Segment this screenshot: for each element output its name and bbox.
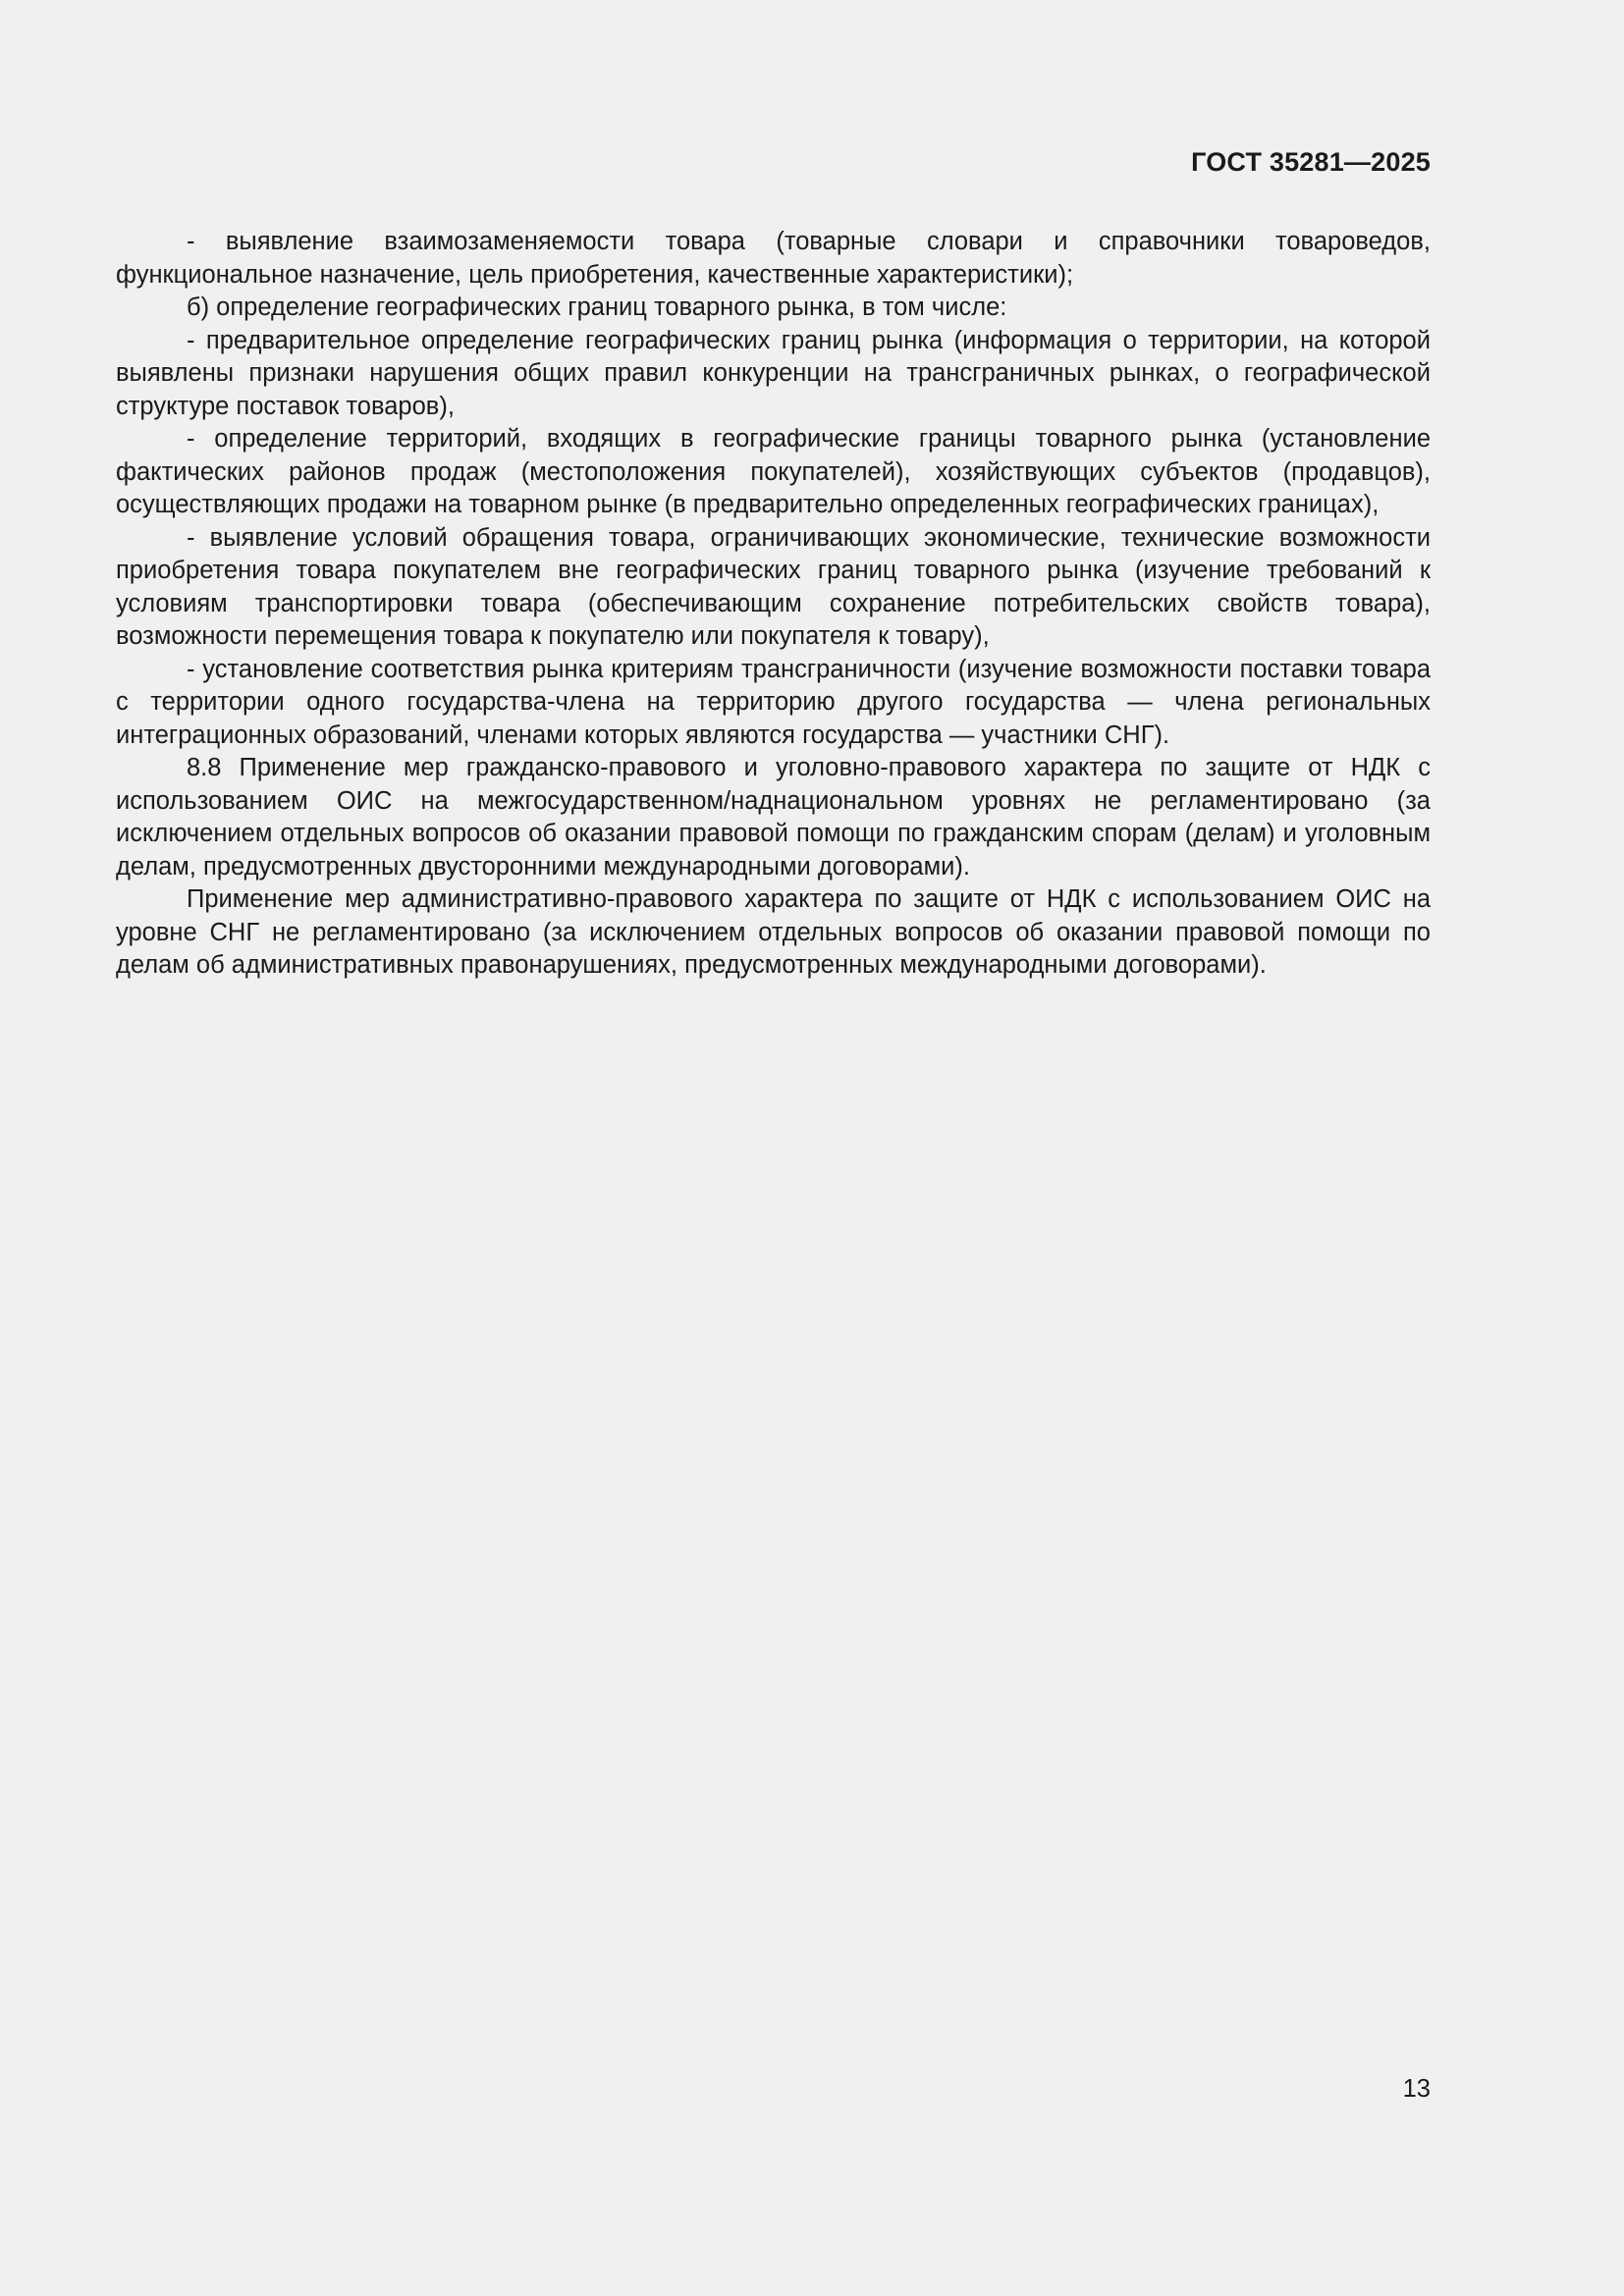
paragraph-territories: - определение территорий, входящих в географические границы товарного рынка (установление фактических районов продаж (местоположения покупателей), хозяйствующих субъектов (продавцов), осуществляющих продажи на товарном рынке (в предварительно определенных географических границах), [116,425,1431,518]
document-body [116,226,1431,983]
paragraph-interchangeability: - выявление взаимозаменяемости товара (товарные словари и справочники товароведов, функциональное назначение, цель приобретения, качественные характеристики); [116,228,1431,289]
paragraph-geographic-boundaries: б) определение географических границ товарного рынка, в том числе: [187,294,1007,321]
paragraph-circulation-conditions: - выявление условий обращения товара, ограничивающих экономические, технические возможности приобретения товара покупателем вне географических границ товарного рынка (изучение требований к условиям транспортировки товара (обеспечивающим сохранение потребительских свойств товара), возможности перемещения товара к покупателю или покупателя к товару), [116,523,1431,650]
document-header: ГОСТ 35281—2025 [1191,147,1431,177]
paragraph-cross-border-criteria: - установление соответствия рынка критериям трансграничности (изучение возможности поставки товара с территории одного государства-члена на территорию другого государства — члена региональных интеграционных образований, членами которых являются государства — участники СНГ). [116,655,1431,749]
page-number: 13 [1402,2075,1431,2103]
paragraph-administrative-measures: Применение мер административно-правового характера по защите от НДК с использованием ОИС на уровне СНГ не регламентировано (за исключением отдельных вопросов об оказании правовой помощи по делам об административных правонарушениях, предусмотренных международными договорами). [116,885,1431,979]
paragraph-section-8-8: 8.8 Применение мер гражданско-правового и уголовно-правового характера по защите от НДК с использованием ОИС на межгосударственном/наднациональном уровнях не регламентировано (за исключением отдельных вопросов об оказании правовой помощи по гражданским спорам (делам) и уголовным делам, предусмотренных двусторонними международными договорами). [116,754,1431,881]
paragraph-preliminary-boundaries: - предварительное определение географических границ рынка (информация о территории, на которой выявлены признаки нарушения общих правил конкуренции на трансграничных рынках, о географической структуре поставок товаров), [116,326,1431,420]
